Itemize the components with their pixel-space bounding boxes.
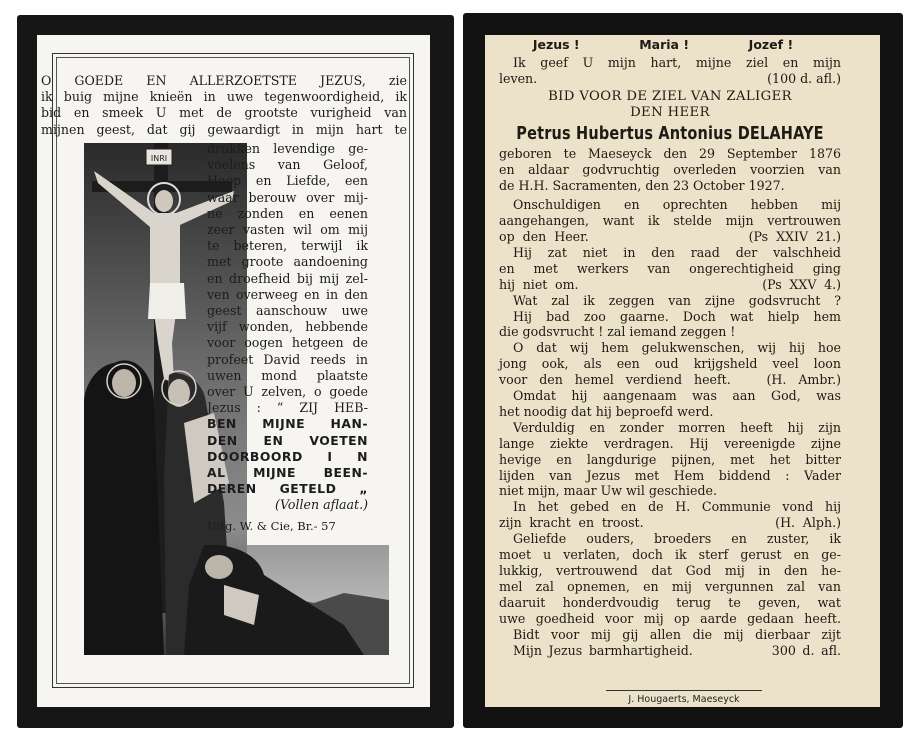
memorial-line: Bidt voor mij gij allen die mij dierbaar zijt: [513, 626, 841, 642]
memorial-line: en met werkers van ongerechtigheid ging: [499, 260, 841, 276]
bio-line: en aldaar godvruchtig overleden voorzien van: [499, 162, 841, 178]
memorial-line: lukkig, vertrouwend dat God mij in den he-: [499, 563, 841, 578]
prayer-continuation: [207, 141, 368, 534]
memorial-line: Hij bad zoo gaarne. Doch wat hielp hem: [513, 308, 841, 324]
prayer-line: DEN EN VOETEN: [207, 432, 368, 448]
memorial-line: lijden van Jezus met Hem biddend : Vader: [499, 467, 841, 483]
memorial-line: O dat wij hem gelukwenschen, wij hij hoe: [513, 340, 841, 356]
prayer-line: DEREN GETELD „: [207, 481, 368, 497]
printer-credit: J. Hougaerts, Maeseyck: [606, 690, 762, 705]
prayer-line: bid en smeek U met de grootste vurigheid van: [41, 105, 407, 121]
prayer-line: O GOEDE EN ALLERZOETSTE JEZUS, zie: [41, 73, 407, 88]
memorial-line: Hij zat niet in den raad der valschheid: [513, 244, 841, 260]
prayer-line: met groote aandoening: [207, 254, 368, 270]
prayer-line: BEN MIJNE HAN-: [207, 416, 368, 432]
offering-line: Ik geef U mijn hart, mijne ziel en mijn: [513, 54, 841, 70]
prayer-line: mijnen geest, dat gij gewaardigt in mijn hart te: [41, 121, 407, 137]
memorial-line: mel zal opnemen, en mij vergunnen zal van: [499, 578, 841, 594]
prayer-line: DOORBOORD I N: [207, 448, 368, 464]
memorial-line: hij niet om. (Ps XXV 4.): [499, 276, 841, 292]
prayer-line: drukken levendige ge-: [207, 141, 368, 156]
bid-line-1: BID VOOR DE ZIEL VAN ZALIGER: [548, 88, 792, 104]
offering-line-2: leven. (100 d. afl.): [499, 70, 841, 86]
memorial-body: [499, 197, 841, 658]
bio-line: de H.H. Sacramenten, den 23 October 1927.: [499, 178, 785, 194]
prayer-lead: [41, 73, 407, 138]
holy-names-header: [499, 37, 841, 55]
memorial-line: In het gebed en de H. Communie vond hij: [513, 499, 841, 515]
prayer-line: zeer vasten wil om mij: [207, 222, 368, 238]
memorial-line: hevige en langdurige pijnen, met het bitter: [499, 451, 841, 467]
prayer-line: ik buig mijne knieën in uwe tegenwoordigheid, ik: [41, 89, 407, 105]
prayer-line: ven overweeg en in den: [207, 286, 368, 302]
prayer-line: voor oogen hetgeen de: [207, 335, 368, 351]
prayer-line: ne zonden en eenen: [207, 205, 368, 221]
prayer-line: geest aanschouw uwe: [207, 303, 368, 319]
memorial-line: voor den hemel verdiend heeft. (H. Ambr.): [499, 372, 841, 388]
memorial-line: Verduldig en zonder morren heeft hij zijn: [513, 419, 841, 435]
memorial-line: uwe goedheid voor mij op aarde gedaan heeft.: [499, 610, 841, 626]
indulgence-100: (100 d. afl.): [767, 70, 841, 86]
memorial-text: [499, 37, 841, 658]
prayer-line: te beteren, terwijl ik: [207, 238, 368, 254]
prayer-line: Hoop en Liefde, een: [207, 173, 368, 189]
prayer-line: voelens van Geloof,: [207, 157, 368, 173]
prayer-line: en droefheid bij mij zel-: [207, 270, 368, 286]
memorial-line: daaruit honderdvoudig terug te geven, wat: [499, 594, 841, 610]
memorial-line: op den Heer. (Ps XXIV 21.): [499, 228, 841, 244]
prayer-line: waar berouw over mij-: [207, 189, 368, 205]
bid-line-2: DEN HEER: [630, 104, 710, 120]
prayer-line: AL MIJNE BEEN-: [207, 465, 368, 481]
publisher-line: Uitg. W. & Cie, Br.- 57: [207, 518, 336, 533]
memorial-line: Omdat hij aangenaam was aan God, was: [513, 388, 841, 404]
header-jozef: Jozef !: [748, 37, 794, 52]
prayer-line: over U zelven, o goede: [207, 384, 368, 400]
memorial-line: die godsvrucht ! zal iemand zeggen !: [499, 324, 736, 340]
inri-plaque: INRI: [150, 154, 168, 163]
memorial-line: lange ziekte verdragen. Hij vereenigde zijne: [499, 435, 841, 451]
memorial-line: niet mijn, maar Uw wil geschiede.: [499, 483, 718, 499]
deceased-name: Petrus Hubertus Antonius DELAHAYE: [516, 123, 824, 144]
prayer-line: vijf wonden, hebbende: [207, 319, 368, 335]
indulgence-note: (Vollen aflaat.): [275, 497, 368, 513]
memorial-line: zijn kracht en troost. (H. Alph.): [499, 515, 841, 531]
memorial-line: jong ook, als een oud krijgsheld veel loon: [499, 356, 841, 372]
prayer-line: Jezus : “ ZIJ HEB-: [207, 400, 368, 416]
memorial-line: het noodig dat hij beproefd werd.: [499, 403, 714, 419]
bio-line: geboren te Maeseyck den 29 September 1876: [499, 146, 841, 162]
memorial-line: aangehangen, want ik stelde mijn vertrouwen: [499, 213, 841, 229]
header-jezus: Jezus !: [532, 37, 580, 52]
memorial-line: moet u verlaten, doch ik sterf gerust en ge-: [499, 547, 841, 563]
memorial-line: Onschuldigen en oprechten hebben mij: [513, 197, 841, 213]
memorial-line: Mijn Jezus barmhartigheid. 300 d. afl.: [513, 642, 841, 658]
memorial-line: Wat zal ik zeggen van zijne godsvrucht ?: [513, 292, 841, 308]
prayer-line: uwen mond plaatste: [207, 367, 368, 383]
kneeling-figure-image: [84, 545, 389, 655]
memorial-line: Geliefde ouders, broeders en zuster, ik: [513, 531, 841, 547]
header-maria: Maria !: [639, 37, 690, 52]
prayer-line: profeet David reeds in: [207, 351, 368, 367]
